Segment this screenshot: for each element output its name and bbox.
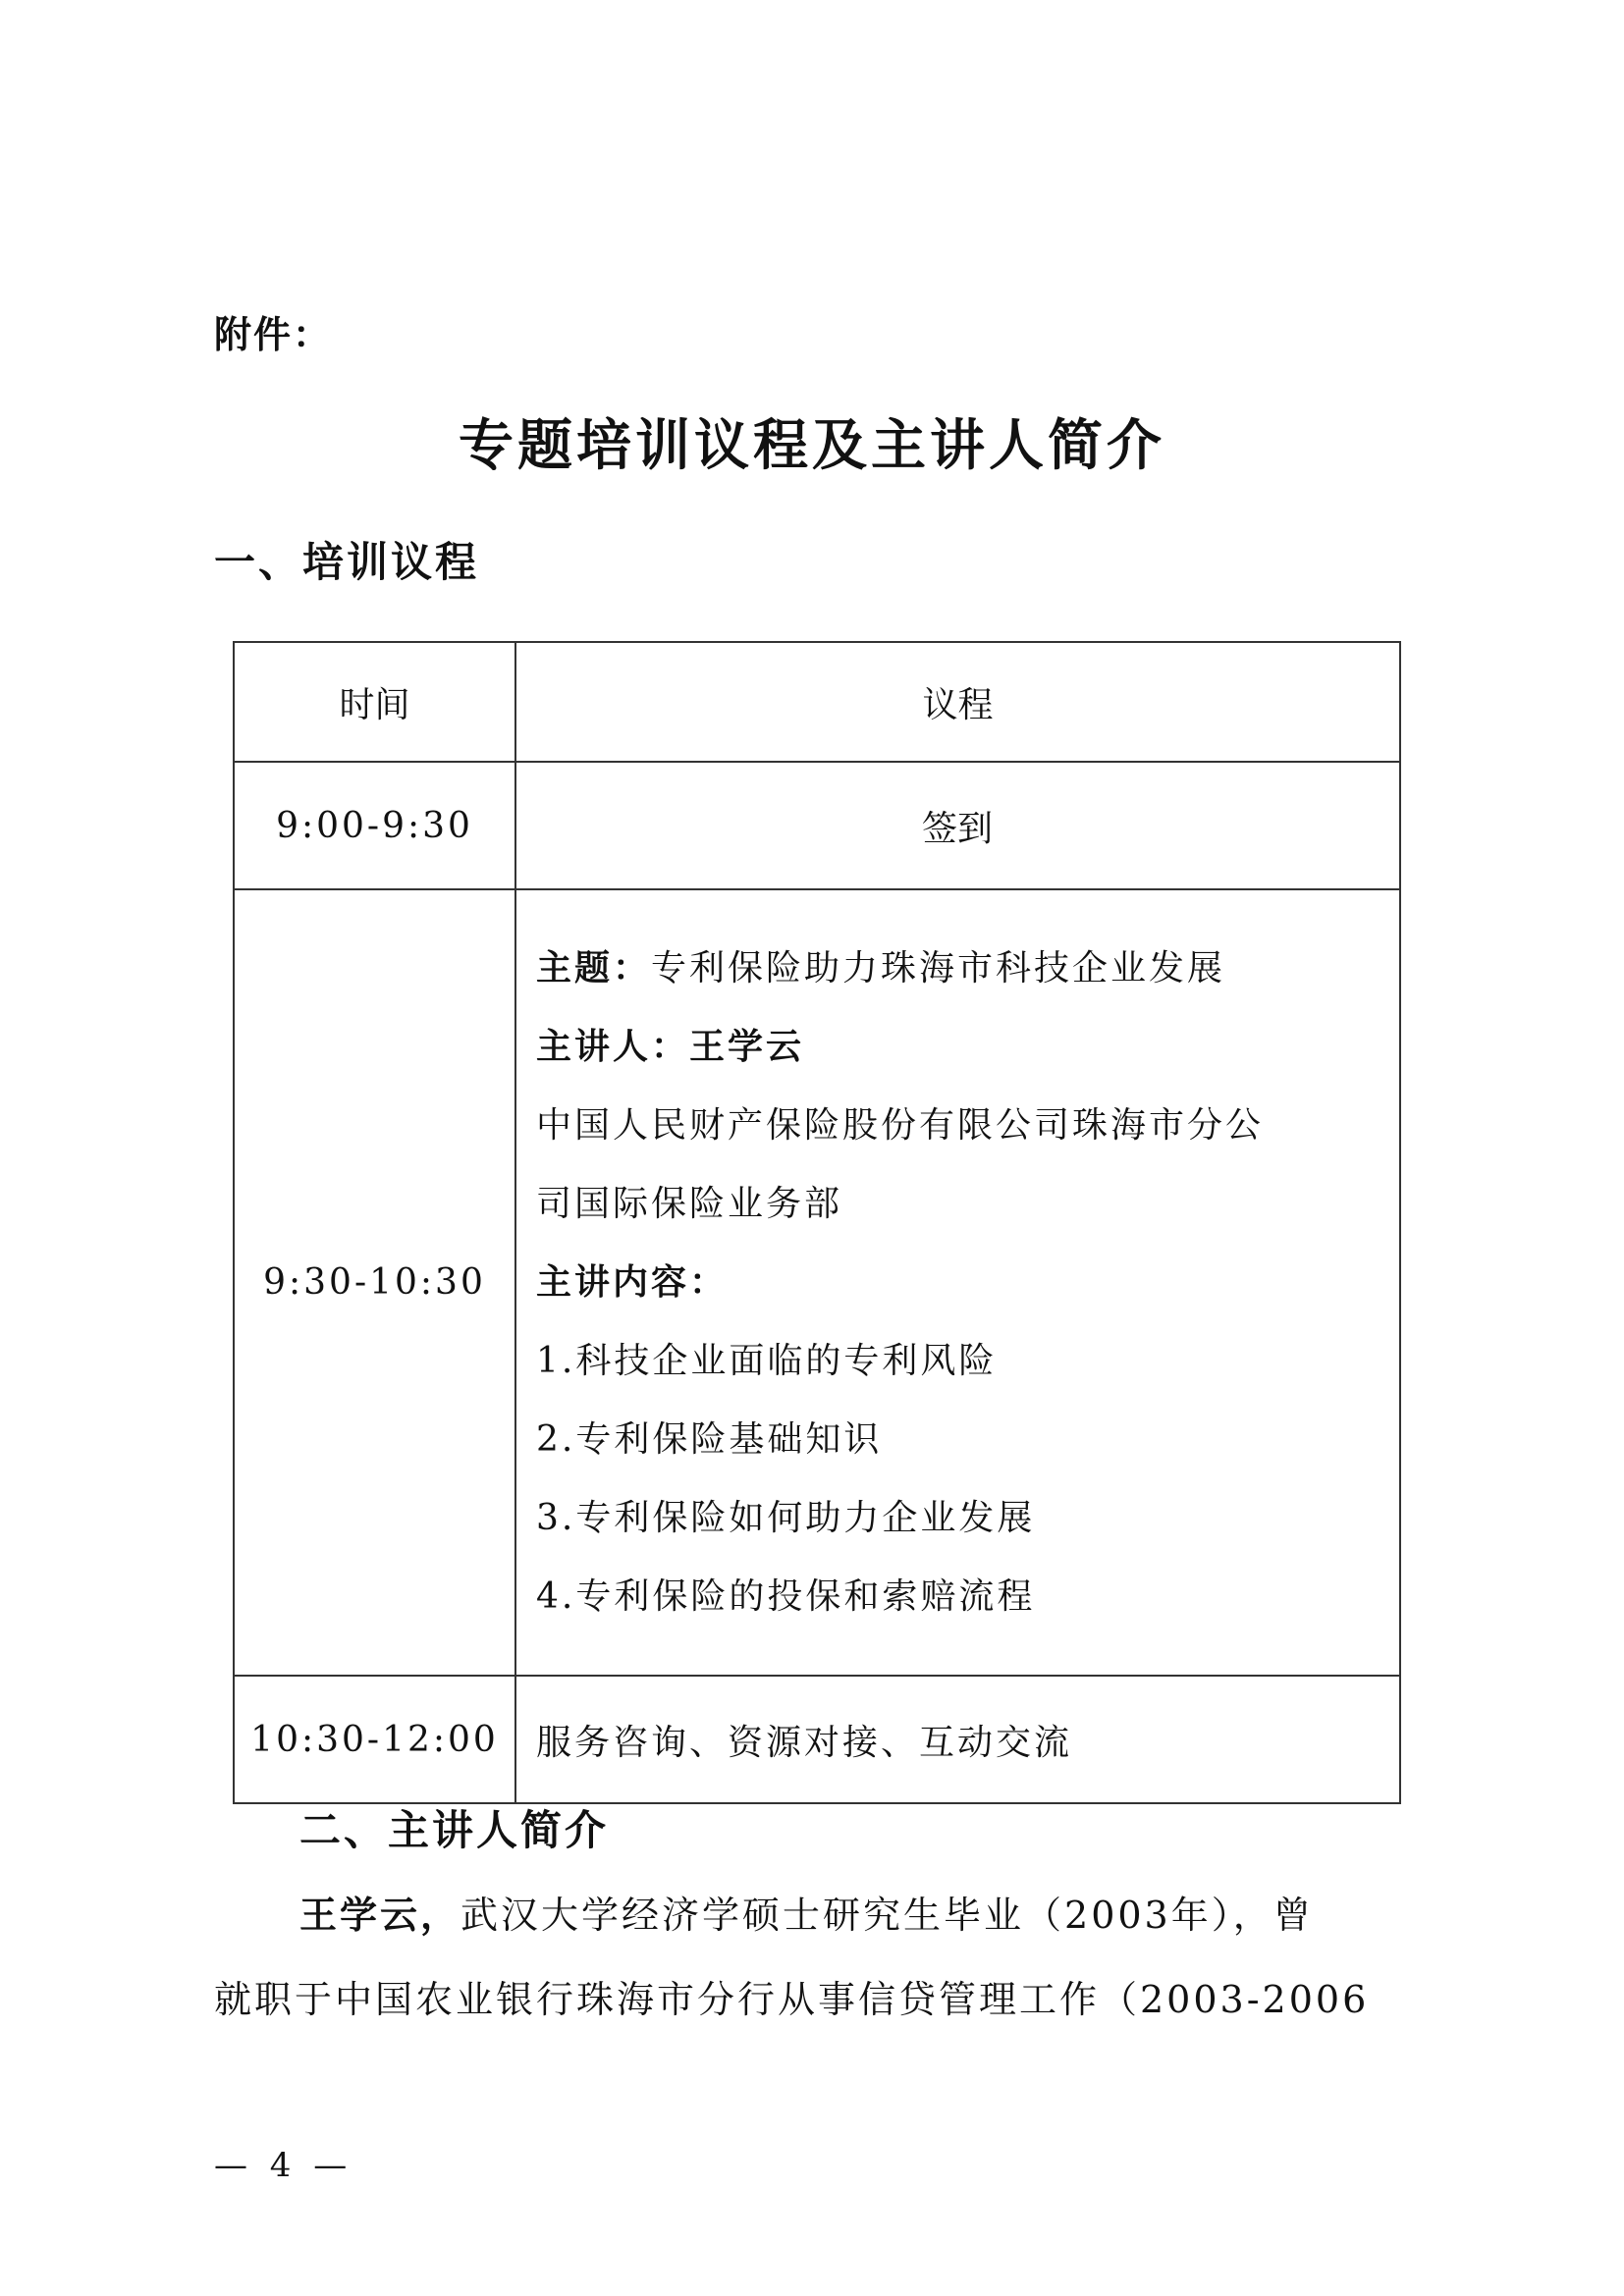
bio-text-1: 武汉大学经济学硕士研究生毕业（2003年），曾	[460, 1894, 1314, 1937]
content-item-1: 1.科技企业面临的专利风险	[536, 1340, 998, 1381]
row-agenda: 签到	[515, 762, 1400, 889]
speaker-label: 主讲人：	[536, 1026, 690, 1067]
bio-line-2: 就职于中国农业银行珠海市分行从事信贷管理工作（2003-2006	[214, 1978, 1370, 2021]
content-item-3: 3.专利保险如何助力企业发展	[536, 1497, 1036, 1538]
topic-line	[536, 930, 1398, 1008]
attachment-label: 附件：	[214, 313, 333, 356]
header-agenda: 议程	[515, 642, 1400, 762]
table-header-row	[234, 642, 1400, 762]
row-agenda-detail	[515, 889, 1400, 1676]
topic-label: 主题：	[536, 947, 652, 988]
section-heading-agenda: 一、培训议程	[214, 538, 480, 586]
page-title: 专题培训议程及主讲人简介	[459, 414, 1165, 478]
row-time: 9:00-9:30	[234, 762, 515, 889]
row-time: 9:30-10:30	[234, 889, 515, 1676]
bio-line-1	[299, 1885, 1409, 1939]
section-heading-speaker: 二、主讲人简介	[299, 1806, 610, 1854]
content-label: 主讲内容：	[536, 1261, 729, 1303]
org-line-1: 中国人民财产保险股份有限公司珠海市分公	[536, 1104, 1265, 1146]
table-row	[234, 762, 1400, 889]
topic-text: 专利保险助力珠海市科技企业发展	[651, 947, 1226, 988]
header-time: 时间	[234, 642, 515, 762]
row-time: 10:30-12:00	[234, 1676, 515, 1803]
speaker-name: 王学云	[689, 1026, 805, 1067]
page-number: — 4 —	[214, 2146, 353, 2185]
table-row	[234, 1676, 1400, 1803]
agenda-table	[233, 641, 1401, 1804]
row-agenda: 服务咨询、资源对接、互动交流	[515, 1676, 1400, 1803]
content-item-2: 2.专利保险基础知识	[536, 1418, 883, 1460]
speaker-line	[536, 1008, 1398, 1087]
table-row	[234, 889, 1400, 1676]
org-line-2: 司国际保险业务部	[536, 1183, 843, 1224]
speaker-bio-name: 王学云，	[299, 1894, 461, 1937]
content-item-4: 4.专利保险的投保和索赔流程	[536, 1575, 1036, 1617]
